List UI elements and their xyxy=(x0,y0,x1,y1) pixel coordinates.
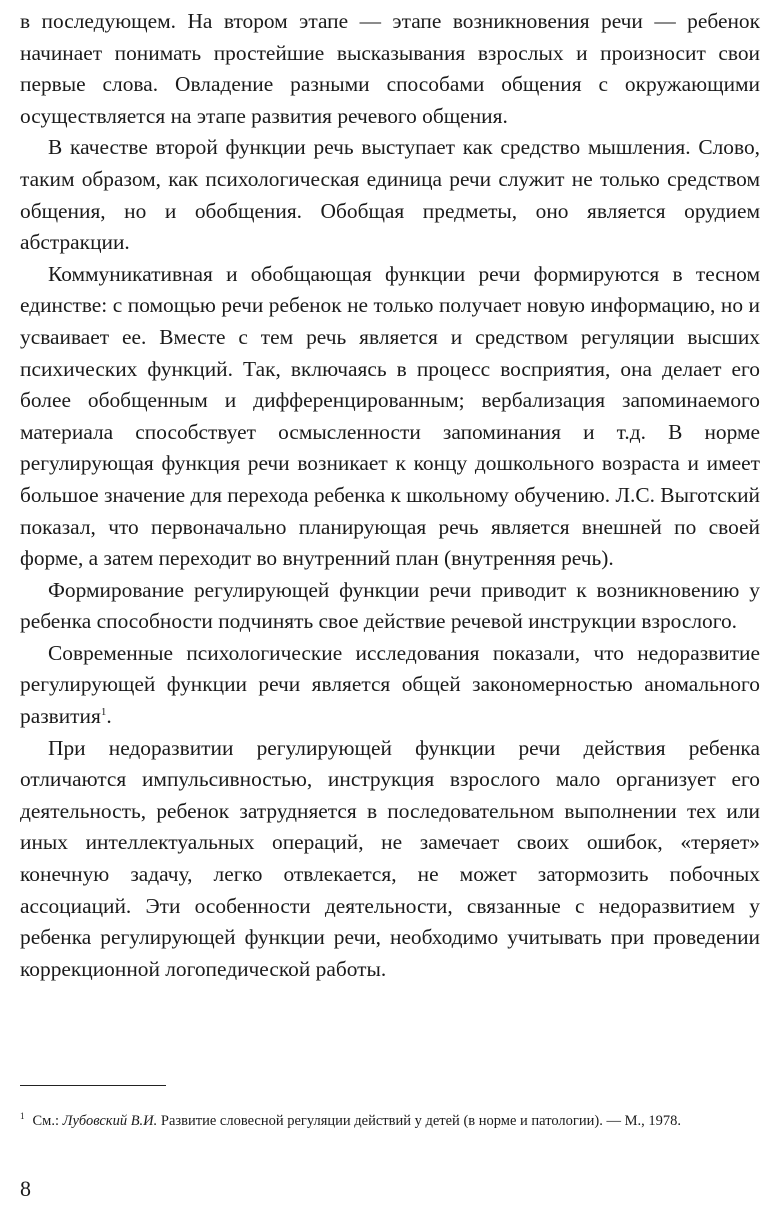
footnote-text: Развитие словесной регуляции действий у детей (в норме и патологии). — М., 1978. xyxy=(157,1113,681,1129)
paragraph-3: Коммуникативная и обобщающая функции речи формируются в тесном единстве: с помощью речи ребенок не только получает новую информацию, но и усваивает ее. Вместе с тем речь является и средством регуляции высших психических функций. Так, включаясь в процесс восприятия, она делает его более обобщенным и дифференцированным; вербализация запоминаемого материала способствует осмысленности запоминания и т.д. В норме регулирующая функция речи возникает к концу дошкольного возраста и имеет большое значение для перехода ребенка к школьному обучению. Л.С. Выготский показал, что первоначально планирующая речь является внешней по своей форме, а затем переходит во внутренний план (внутренняя речь). xyxy=(20,261,760,571)
paragraph-1: в последующем. На втором этапе — этапе возникновения речи — ребенок начинает понимать простейшие высказывания взрослых и произносит свои первые слова. Овладение разными способами общения с окружающими осуществляется на этапе развития речевого общения. xyxy=(20,9,760,128)
page-body xyxy=(20,6,760,985)
footnote xyxy=(20,1110,760,1132)
page-number: 8 xyxy=(20,1176,31,1201)
paragraph-6: При недоразвитии регулирующей функции речи действия ребенка отличаются импульсивностью, инструкция взрослого мало организует его деятельность, ребенок затрудняется в последовательном выполнении тех или иных интеллектуальных операций, не замечает своих ошибок, «теряет» конечную задачу, легко отвлекается, не может затормозить побочных ассоциаций. Эти особенности деятельности, связанные с недоразвитием у ребенка регулирующей функции речи, необходимо учитывать при проведении коррекционной логопедической работы. xyxy=(20,735,760,981)
footnote-author: Лубовский В.И. xyxy=(62,1113,158,1129)
paragraph-5-text: Современные психологические исследования показали, что недоразвитие регулирующей функции речи является общей закономерностью аномального развития xyxy=(20,640,760,729)
footnote-divider xyxy=(20,1085,166,1086)
footnote-mark: 1 xyxy=(20,1111,25,1122)
paragraph-5-end: . xyxy=(106,704,112,729)
footnote-reference[interactable]: 1 xyxy=(100,705,107,718)
paragraph-2: В качестве второй функции речь выступает как средство мышления. Слово, таким образом, как психологическая единица речи служит не только средством общения, но и обобщения. Обобщая предметы, оно является орудием абстракции. xyxy=(20,135,760,255)
paragraph-4: Формирование регулирующей функции речи приводит к возникновению у ребенка способности подчинять свое действие речевой инструкции взрослого. xyxy=(20,577,760,634)
paragraph-5 xyxy=(20,638,760,733)
footnote-prefix: См.: xyxy=(32,1113,63,1129)
